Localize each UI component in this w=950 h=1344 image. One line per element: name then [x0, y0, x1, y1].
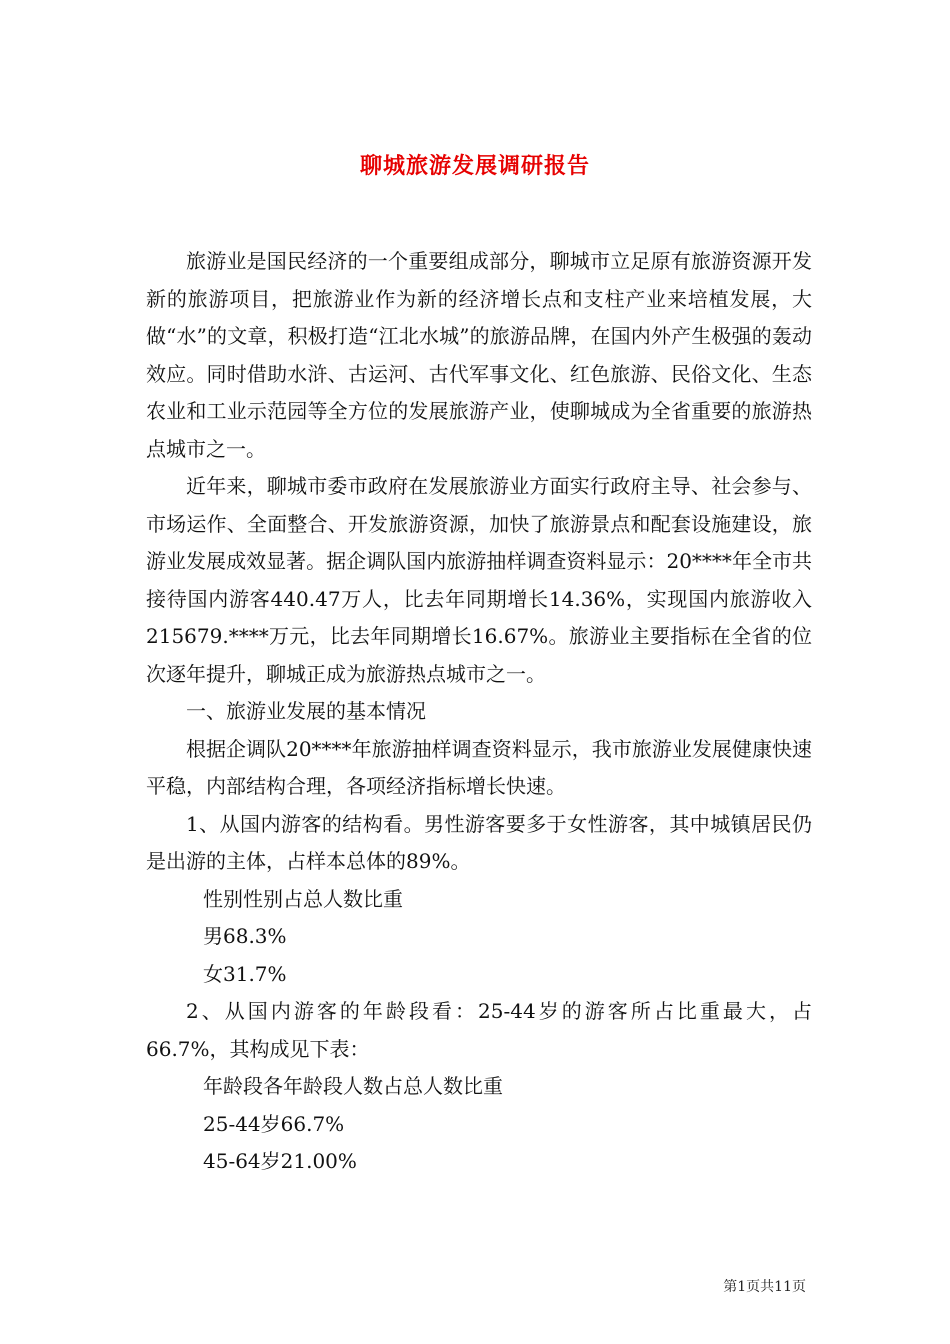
document-body: [146, 243, 812, 1181]
age-table-header: 年龄段各年龄段人数占总人数比重: [203, 1074, 503, 1098]
age-table: [146, 1068, 812, 1181]
paragraph-intro: 旅游业是国民经济的一个重要组成部分，聊城市立足原有旅游资源开发新的旅游项目，把旅游业作为新的经济增长点和支柱产业来培植发展，大做“水”的文章，积极打造“江北水城”的旅游品牌，在国内外产生极强的轰动效应。同时借助水浒、古运河、古代军事文化、红色旅游、民俗文化、生态农业和工业示范园等全方位的发展旅游产业，使聊城成为全省重要的旅游热点城市之一。: [146, 249, 812, 461]
gender-table-header: 性别性别占总人数比重: [203, 886, 403, 911]
gender-table-row: 女31.7%: [203, 961, 287, 986]
paragraph-recent-years: 近年来，聊城市委市政府在发展旅游业方面实行政府主导、社会参与、市场运作、全面整合、开发旅游资源，加快了旅游景点和配套设施建设，旅游业发展成效显著。据企调队国内旅游抽样调查资料显示：20****年全市共接待国内游客440.47万人，比去年同期增长14.36%，实现国内旅游收入215679.****万元，比去年同期增长16.67%。旅游业主要指标在全省的位次逐年提升，聊城正成为旅游热点城市之一。: [146, 474, 812, 686]
age-table-row: 25-44岁66.7%: [203, 1111, 345, 1136]
paragraph-age-groups: 2、从国内游客的年龄段看：25-44岁的游客所占比重最大，占66.7%，其构成见下表：: [146, 999, 812, 1061]
page-title: 聊城旅游发展调研报告: [359, 152, 590, 179]
section-heading-basic-situation: 一、旅游业发展的基本情况: [186, 699, 426, 723]
age-table-row: 45-64岁21.00%: [203, 1149, 357, 1173]
gender-table: [146, 881, 812, 994]
gender-table-row: 男68.3%: [203, 924, 287, 948]
paragraph-survey-summary: 根据企调队20****年旅游抽样调查资料显示，我市旅游业发展健康快速平稳，内部结构合理，各项经济指标增长快速。: [146, 736, 812, 798]
paragraph-visitor-structure: 1、从国内游客的结构看。男性游客要多于女性游客，其中城镇居民仍是出游的主体，占样本总体的89%。: [146, 811, 812, 873]
page-number-footer: 第1页共11页: [723, 1279, 806, 1295]
